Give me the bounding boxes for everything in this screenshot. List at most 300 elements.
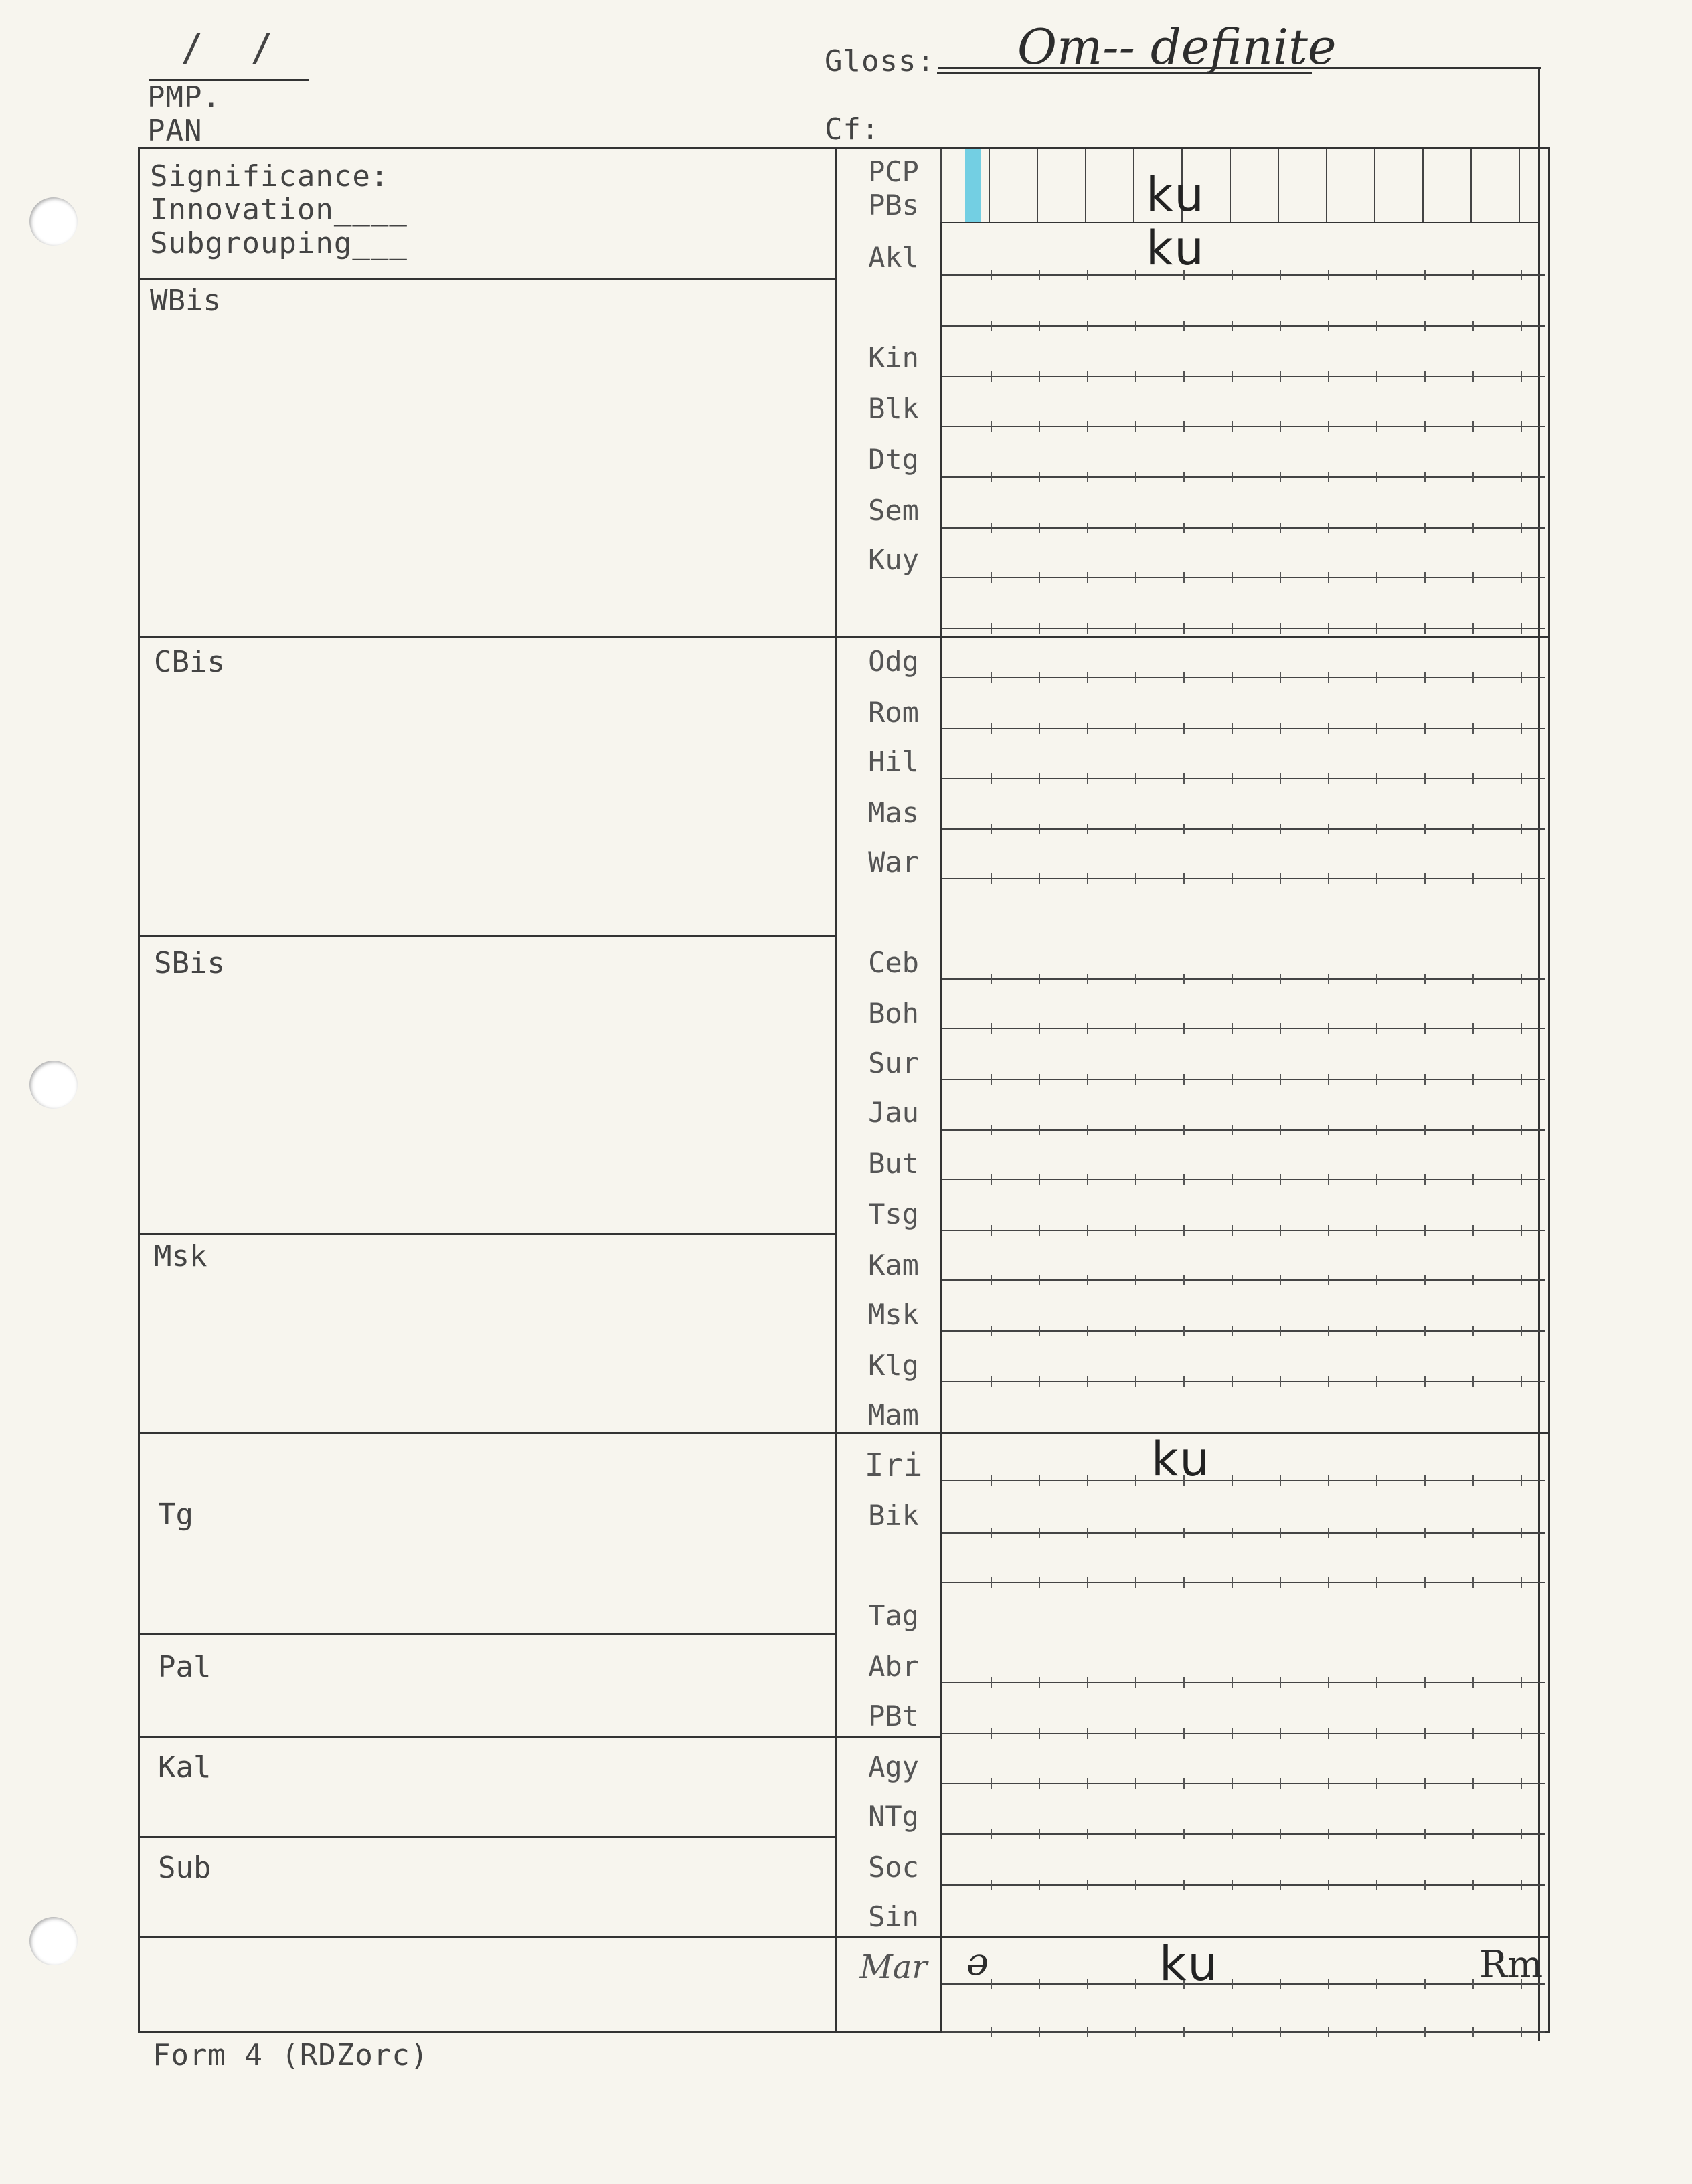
lang-label: Rom [868, 696, 919, 729]
lang-label: Akl [868, 241, 919, 274]
grid-tick [1472, 824, 1474, 834]
grid-tick [991, 321, 992, 331]
grid-tick [1376, 1728, 1377, 1739]
grid-tick [1424, 1125, 1426, 1135]
pcp-cell-divider [1133, 149, 1134, 222]
grid-tick [1183, 1577, 1185, 1588]
grid-tick [1424, 1174, 1426, 1185]
grid-tick [1328, 1326, 1329, 1336]
grid-tick [1232, 623, 1233, 634]
grid-tick [1039, 1677, 1040, 1688]
grid-tick [1039, 523, 1040, 533]
grid-tick [1087, 321, 1088, 331]
grid-tick [1280, 1376, 1281, 1387]
grid-tick [991, 1528, 992, 1538]
grid-tick [1280, 1528, 1281, 1538]
pcp-cell-divider [1085, 149, 1086, 222]
grid-tick [1280, 472, 1281, 482]
grid-tick [991, 1979, 992, 1989]
grid-tick [991, 1475, 992, 1486]
grid-tick [1232, 1125, 1233, 1135]
grid-tick [1280, 1728, 1281, 1739]
grid-tick [1183, 371, 1185, 382]
grid-tick [1183, 1880, 1185, 1890]
entry-pbs: ku [1146, 167, 1207, 222]
grid-tick [1376, 321, 1377, 331]
grid-tick [1039, 1728, 1040, 1739]
grid-tick [1376, 623, 1377, 634]
grid-rule-line [942, 426, 1545, 427]
grid-tick [991, 1275, 992, 1285]
grid-tick [1135, 1125, 1136, 1135]
grid-tick [1135, 472, 1136, 482]
grid-tick [1521, 1528, 1522, 1538]
grid-tick [1183, 1023, 1185, 1034]
grid-tick [1232, 1829, 1233, 1839]
section-pal: Pal [158, 1650, 212, 1684]
grid-tick [1039, 1225, 1040, 1236]
grid-tick [1135, 1376, 1136, 1387]
pcp-cell-divider [1278, 149, 1279, 222]
pcp-cell-divider [1230, 149, 1231, 222]
grid-tick [1183, 472, 1185, 482]
grid-tick [1135, 371, 1136, 382]
grid-tick [1135, 974, 1136, 984]
grid-rule-line [942, 1179, 1545, 1180]
grid-tick [1328, 1979, 1329, 1989]
entry-mar-note: Rm [1479, 1943, 1543, 1987]
grid-tick [1183, 1376, 1185, 1387]
grid-tick [1521, 321, 1522, 331]
grid-tick [1472, 371, 1474, 382]
grid-tick [1039, 371, 1040, 382]
grid-tick [991, 672, 992, 683]
grid-tick [1328, 1225, 1329, 1236]
grid-tick [1087, 723, 1088, 734]
lang-label: Tsg [868, 1198, 919, 1231]
grid-tick [1521, 1880, 1522, 1890]
grid-tick [1039, 623, 1040, 634]
grid-tick [1232, 1979, 1233, 1989]
grid-tick [991, 1326, 992, 1336]
grid-tick [1424, 1326, 1426, 1336]
pcp-cell-divider [1470, 149, 1472, 222]
section-sbis: SBis [154, 946, 225, 980]
grid-tick [1183, 1829, 1185, 1839]
grid-tick [1424, 1528, 1426, 1538]
grid-tick [1376, 1829, 1377, 1839]
grid-tick [1424, 974, 1426, 984]
grid-tick [1376, 572, 1377, 583]
grid-tick [1328, 2027, 1329, 2037]
grid-tick [1039, 421, 1040, 432]
lang-label: PBs [868, 189, 919, 221]
lang-label: Blk [868, 392, 919, 425]
grid-tick [1135, 1880, 1136, 1890]
grid-rule-line [942, 728, 1545, 729]
grid-tick [1087, 1225, 1088, 1236]
grid-tick [1376, 1475, 1377, 1486]
grid-tick [1328, 1023, 1329, 1034]
grid-tick [1039, 1979, 1040, 1989]
grid-rule-line [942, 677, 1545, 678]
grid-tick [1472, 1174, 1474, 1185]
lang-label: Sin [868, 1900, 919, 1933]
lang-label: Kin [868, 341, 919, 374]
grid-tick [1087, 2027, 1088, 2037]
grid-tick [1039, 824, 1040, 834]
grid-tick [1472, 873, 1474, 884]
grid-tick [1087, 270, 1088, 280]
grid-tick [1424, 623, 1426, 634]
grid-tick [1039, 1074, 1040, 1085]
grid-tick [1280, 1677, 1281, 1688]
grid-tick [1472, 1778, 1474, 1789]
grid-tick [1472, 321, 1474, 331]
grid-tick [1232, 1326, 1233, 1336]
grid-tick [1472, 1577, 1474, 1588]
grid-tick [1087, 572, 1088, 583]
grid-tick [1472, 472, 1474, 482]
grid-tick [1135, 2027, 1136, 2037]
grid-rule-line [942, 376, 1545, 377]
grid-tick [1472, 773, 1474, 784]
project-pmp: PMP. [147, 80, 221, 114]
section-cbis: CBis [154, 645, 225, 679]
lang-label: War [868, 846, 919, 879]
grid-tick [1135, 321, 1136, 331]
binder-hole-bottom [29, 1917, 78, 1965]
grid-tick [1087, 1979, 1088, 1989]
grid-tick [1472, 623, 1474, 634]
grid-tick [1183, 321, 1185, 331]
grid-tick [1472, 974, 1474, 984]
grid-tick [1087, 1275, 1088, 1285]
grid-tick [1521, 523, 1522, 533]
grid-tick [1135, 421, 1136, 432]
grid-tick [1039, 974, 1040, 984]
lang-label: Soc [868, 1851, 919, 1884]
grid-tick [1135, 672, 1136, 683]
grid-tick [991, 773, 992, 784]
entry-iri: ku [1151, 1432, 1212, 1487]
grid-tick [1232, 2027, 1233, 2037]
grid-tick [1424, 472, 1426, 482]
grid-tick [1376, 1979, 1377, 1989]
grid-rule-line [942, 527, 1545, 529]
section-divider [138, 1432, 1550, 1434]
grid-tick [991, 1778, 992, 1789]
grid-rule-line [942, 1330, 1545, 1332]
grid-tick [1087, 523, 1088, 533]
grid-tick [1039, 1174, 1040, 1185]
grid-tick [1232, 672, 1233, 683]
grid-tick [1521, 1778, 1522, 1789]
grid-tick [1424, 773, 1426, 784]
grid-tick [1232, 1880, 1233, 1890]
entry-akl: ku [1146, 221, 1207, 276]
pcp-cell-row [940, 149, 1539, 222]
grid-tick [1328, 1528, 1329, 1538]
grid-tick [1280, 270, 1281, 280]
cf-label: Cf: [825, 112, 880, 147]
grid-tick [1376, 1778, 1377, 1789]
grid-tick [1472, 523, 1474, 533]
grid-rule-line [942, 878, 1545, 879]
grid-tick [1328, 1174, 1329, 1185]
grid-tick [1328, 1475, 1329, 1486]
date-slashes: / / [181, 27, 274, 70]
grid-tick [1376, 1677, 1377, 1688]
lang-label: Jau [868, 1096, 919, 1129]
grid-rule-line [942, 1833, 1545, 1835]
grid-tick [1424, 270, 1426, 280]
grid-tick [1039, 1577, 1040, 1588]
grid-tick [1039, 1475, 1040, 1486]
grid-tick [1328, 1677, 1329, 1688]
grid-tick [1376, 723, 1377, 734]
pcp-cell-divider [1374, 149, 1375, 222]
grid-tick [1521, 672, 1522, 683]
lang-label: Dtg [868, 443, 919, 476]
lang-label: Boh [868, 997, 919, 1030]
grid-tick [1328, 1577, 1329, 1588]
grid-rule-line [942, 1582, 1545, 1583]
grid-tick [991, 371, 992, 382]
grid-tick [1472, 1979, 1474, 1989]
grid-rule-line [942, 1079, 1545, 1080]
grid-tick [1472, 1376, 1474, 1387]
grid-tick [1328, 974, 1329, 984]
grid-rule-line [942, 325, 1545, 327]
grid-tick [1521, 1225, 1522, 1236]
grid-tick [1424, 1778, 1426, 1789]
grid-tick [1280, 1778, 1281, 1789]
grid-tick [1328, 572, 1329, 583]
grid-tick [1328, 1376, 1329, 1387]
grid-tick [991, 523, 992, 533]
grid-tick [1039, 1829, 1040, 1839]
grid-tick [1521, 371, 1522, 382]
grid-tick [1135, 1677, 1136, 1688]
significance-divider [138, 278, 837, 280]
lang-label: Mar [859, 1948, 928, 1986]
grid-tick [1087, 1778, 1088, 1789]
grid-tick [1039, 1275, 1040, 1285]
grid-tick [1087, 1326, 1088, 1336]
grid-tick [1280, 824, 1281, 834]
grid-tick [1376, 2027, 1377, 2037]
grid-tick [1376, 1225, 1377, 1236]
grid-tick [1232, 1577, 1233, 1588]
grid-tick [1376, 1376, 1377, 1387]
grid-tick [1135, 270, 1136, 280]
grid-tick [1135, 1528, 1136, 1538]
grid-tick [1521, 1275, 1522, 1285]
lang-label: Odg [868, 645, 919, 678]
grid-tick [1376, 1074, 1377, 1085]
grid-tick [1232, 1074, 1233, 1085]
lang-label: Ceb [868, 946, 919, 979]
section-wbis: WBis [150, 284, 221, 318]
pcp-cell-divider [1422, 149, 1424, 222]
grid-tick [1087, 1677, 1088, 1688]
grid-tick [1376, 472, 1377, 482]
grid-tick [1521, 1326, 1522, 1336]
grid-tick [1424, 1577, 1426, 1588]
grid-rule-line [942, 1480, 1545, 1481]
grid-tick [1232, 773, 1233, 784]
grid-tick [1424, 1728, 1426, 1739]
grid-tick [1424, 1677, 1426, 1688]
grid-tick [1472, 421, 1474, 432]
grid-rule-line [942, 1028, 1545, 1029]
grid-tick [1183, 623, 1185, 634]
grid-tick [1328, 623, 1329, 634]
grid-tick [1039, 572, 1040, 583]
grid-tick [1376, 523, 1377, 533]
section-msk: Msk [154, 1239, 207, 1273]
grid-tick [991, 421, 992, 432]
grid-tick [1232, 974, 1233, 984]
grid-tick [1280, 1829, 1281, 1839]
grid-tick [1280, 1225, 1281, 1236]
section-divider [138, 1233, 837, 1235]
grid-tick [1521, 421, 1522, 432]
grid-tick [1232, 1528, 1233, 1538]
grid-tick [1521, 1074, 1522, 1085]
grid-tick [1183, 723, 1185, 734]
pcp-cell-divider [940, 149, 942, 222]
pcp-cell-divider [1326, 149, 1327, 222]
grid-tick [1376, 270, 1377, 280]
grid-tick [1472, 1074, 1474, 1085]
grid-tick [1087, 1125, 1088, 1135]
grid-tick [991, 1728, 992, 1739]
grid-rule-line [942, 476, 1545, 478]
grid-tick [1232, 873, 1233, 884]
grid-tick [1328, 1275, 1329, 1285]
grid-rule-line [942, 1279, 1545, 1281]
grid-tick [1280, 572, 1281, 583]
grid-tick [991, 723, 992, 734]
grid-tick [1424, 371, 1426, 382]
grid-tick [1183, 1275, 1185, 1285]
grid-tick [1087, 1528, 1088, 1538]
grid-tick [1424, 1475, 1426, 1486]
grid-tick [991, 1023, 992, 1034]
grid-tick [1376, 1174, 1377, 1185]
lang-label: Sur [868, 1046, 919, 1079]
grid-tick [1039, 1880, 1040, 1890]
grid-tick [1087, 1829, 1088, 1839]
grid-tick [1280, 371, 1281, 382]
grid-tick [1135, 1275, 1136, 1285]
grid-tick [1424, 321, 1426, 331]
grid-tick [1183, 572, 1185, 583]
grid-tick [1087, 1728, 1088, 1739]
grid-tick [1521, 773, 1522, 784]
grid-tick [1039, 321, 1040, 331]
lang-label: Kuy [868, 543, 919, 576]
grid-tick [1472, 572, 1474, 583]
lang-label: But [868, 1147, 919, 1180]
grid-tick [1087, 421, 1088, 432]
grid-tick [1424, 1023, 1426, 1034]
binder-hole-top [29, 197, 78, 246]
lang-label: Mam [868, 1398, 919, 1431]
grid-rule-line [942, 1884, 1545, 1886]
grid-tick [1280, 421, 1281, 432]
grid-tick [1424, 824, 1426, 834]
grid-tick [1328, 523, 1329, 533]
lang-label: Sem [868, 494, 919, 527]
grid-tick [1135, 1577, 1136, 1588]
grid-tick [1376, 1275, 1377, 1285]
grid-tick [1232, 523, 1233, 533]
grid-tick [991, 2027, 992, 2037]
grid-tick [991, 623, 992, 634]
grid-rule-line [942, 1983, 1545, 1985]
lang-label: Klg [868, 1349, 919, 1382]
grid-tick [1135, 1728, 1136, 1739]
lang-label: PBt [868, 1700, 919, 1732]
grid-tick [1424, 1275, 1426, 1285]
grid-tick [1521, 1577, 1522, 1588]
grid-tick [991, 1577, 992, 1588]
grid-tick [1376, 1125, 1377, 1135]
grid-tick [1472, 1023, 1474, 1034]
grid-tick [1521, 2027, 1522, 2037]
grid-tick [1424, 723, 1426, 734]
grid-tick [1183, 1225, 1185, 1236]
grid-tick [1376, 974, 1377, 984]
binder-hole-middle [29, 1061, 78, 1109]
grid-tick [1039, 1125, 1040, 1135]
blue-highlight-mark [965, 149, 981, 222]
grid-tick [1280, 974, 1281, 984]
grid-tick [1135, 773, 1136, 784]
grid-tick [1521, 873, 1522, 884]
grid-tick [1521, 1475, 1522, 1486]
grid-tick [1521, 1376, 1522, 1387]
grid-tick [1135, 623, 1136, 634]
grid-tick [1232, 824, 1233, 834]
grid-tick [1183, 1125, 1185, 1135]
grid-tick [991, 472, 992, 482]
grid-rule-line [942, 1682, 1545, 1683]
grid-tick [1376, 824, 1377, 834]
grid-rule-line [942, 778, 1545, 779]
grid-tick [1328, 873, 1329, 884]
grid-tick [1376, 773, 1377, 784]
grid-tick [1135, 1979, 1136, 1989]
grid-rule-line [942, 2031, 1545, 2033]
grid-tick [991, 270, 992, 280]
grid-tick [1280, 773, 1281, 784]
grid-tick [1183, 421, 1185, 432]
grid-tick [991, 1174, 992, 1185]
grid-tick [1087, 623, 1088, 634]
grid-tick [1183, 672, 1185, 683]
grid-tick [1232, 1376, 1233, 1387]
grid-tick [1183, 824, 1185, 834]
pcp-cell-divider [1519, 149, 1520, 222]
grid-tick [1521, 1174, 1522, 1185]
grid-tick [1183, 1074, 1185, 1085]
grid-tick [1472, 1728, 1474, 1739]
grid-tick [1472, 1880, 1474, 1890]
